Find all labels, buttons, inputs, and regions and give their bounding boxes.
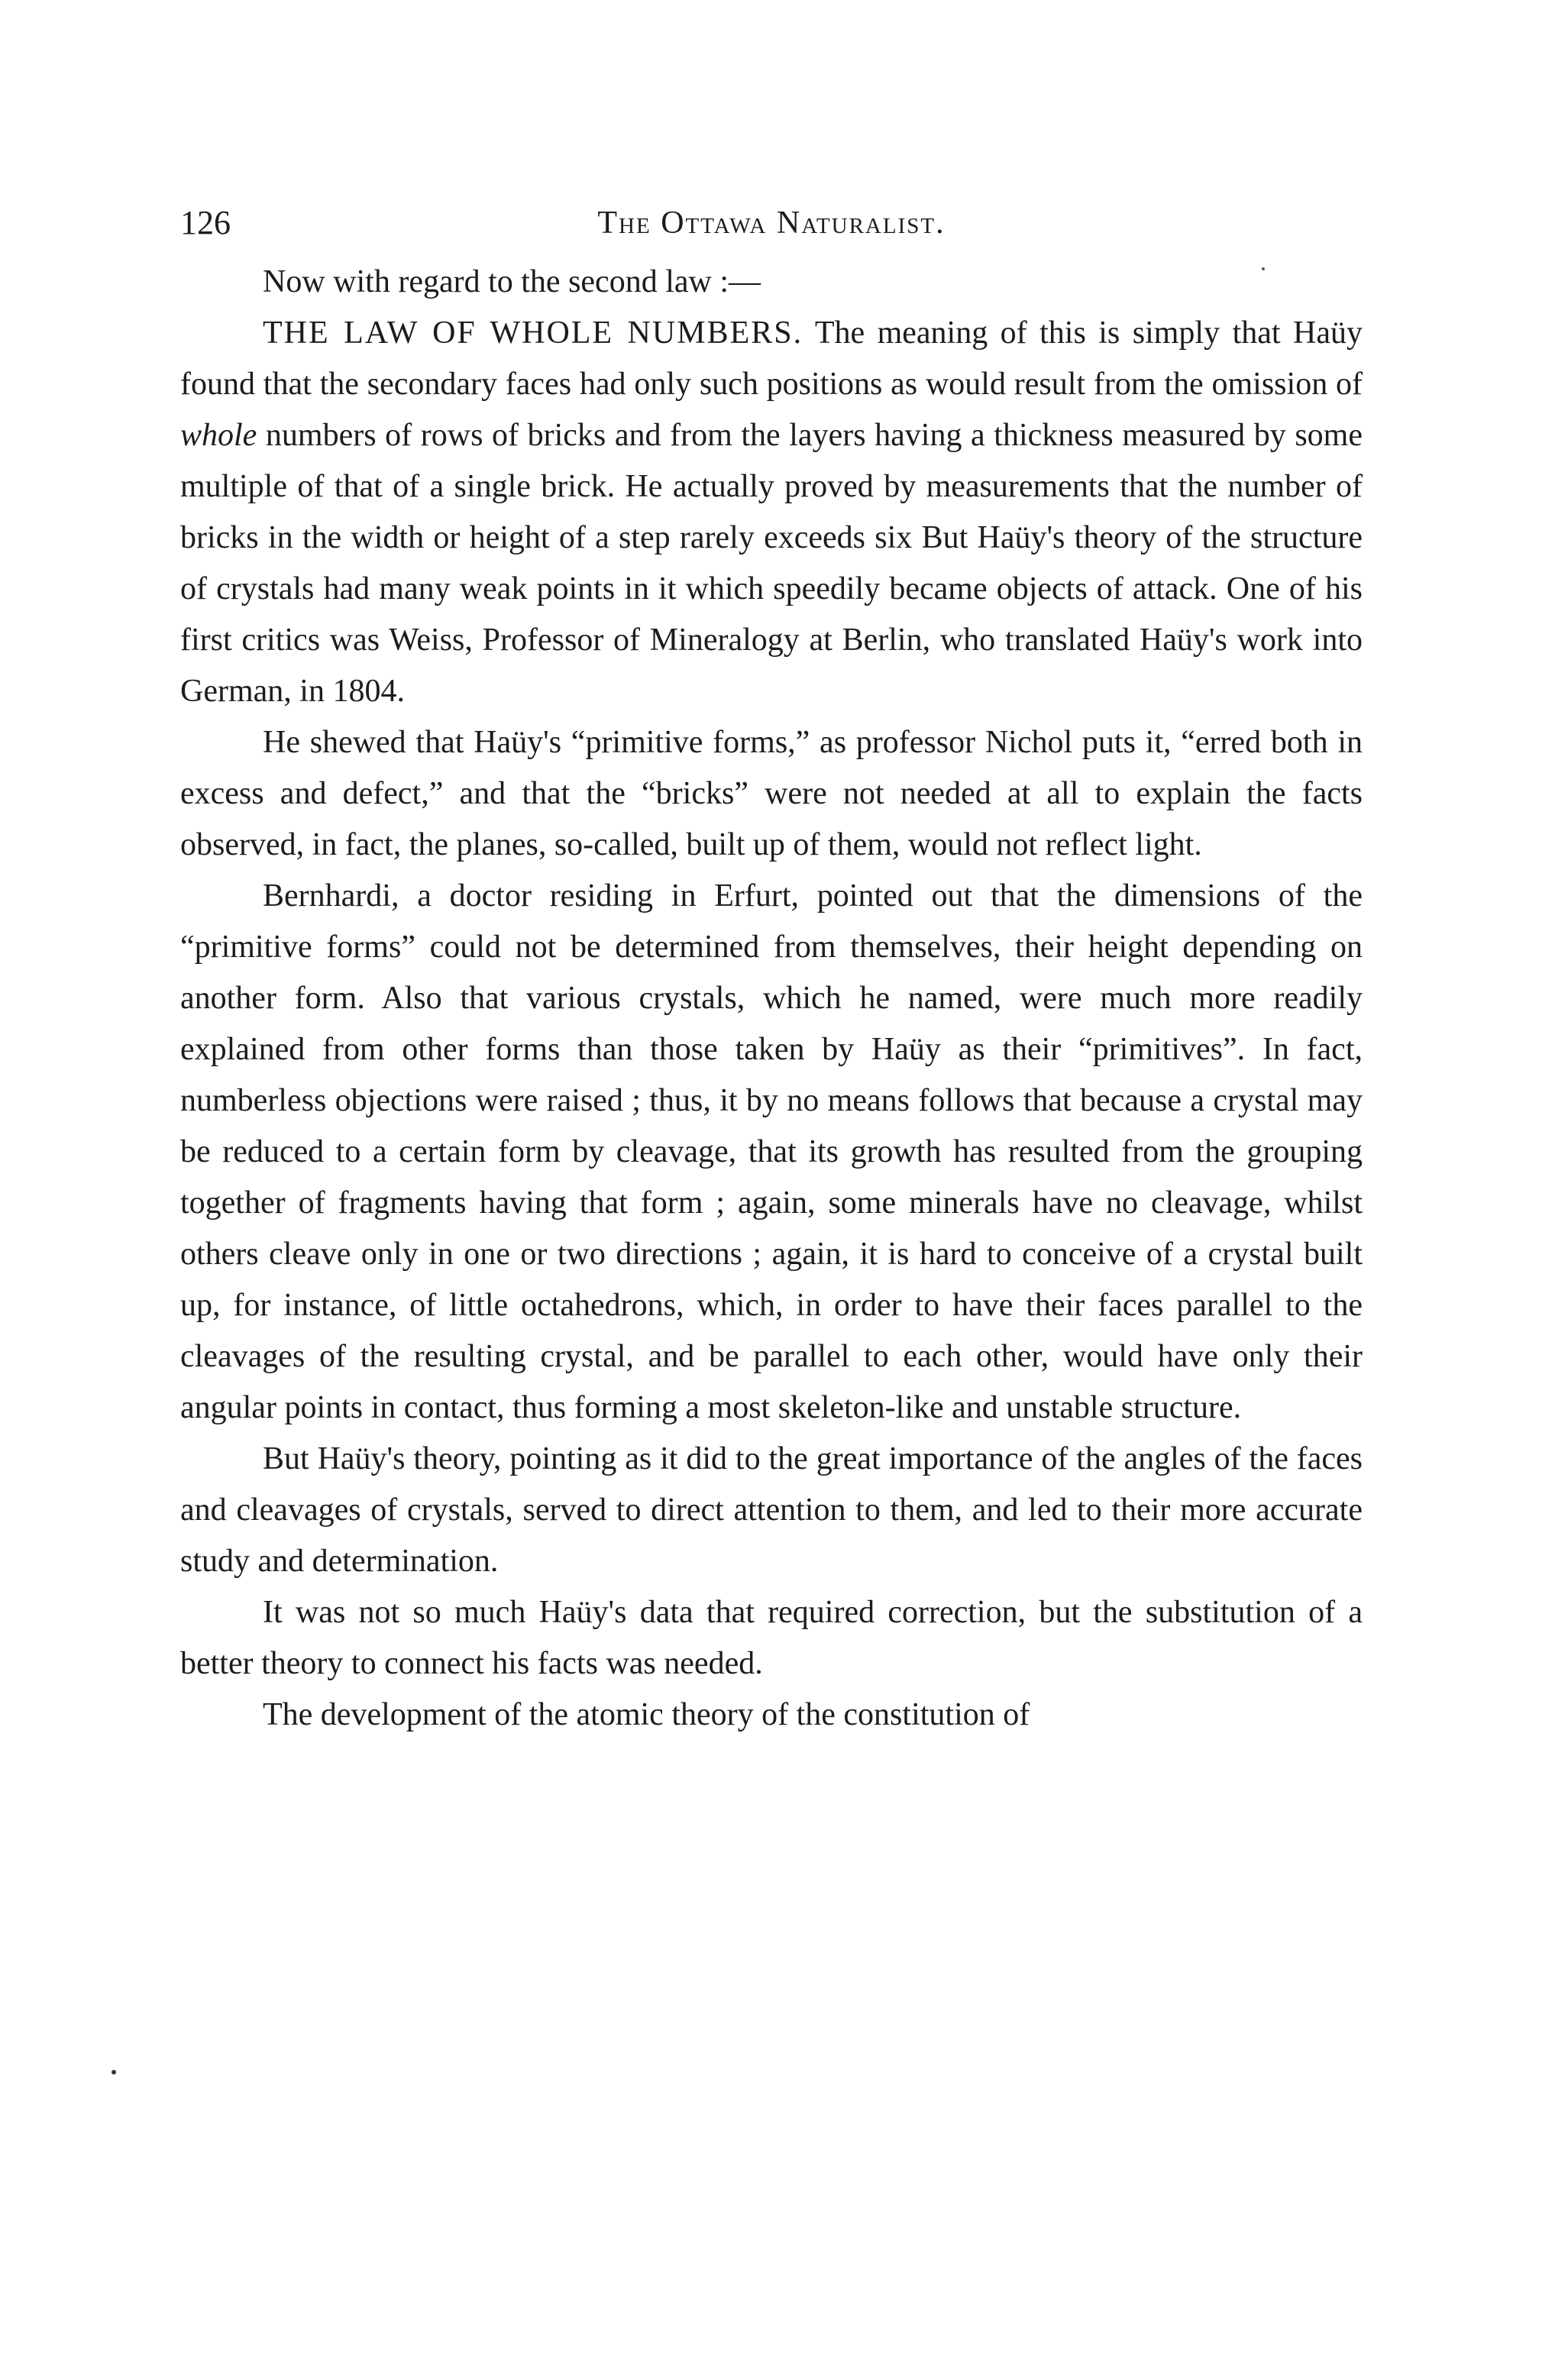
paragraph-2-text-continued: numbers of rows of bricks and from the layers having a thickness measured by some multiple of that of a single brick. He actually proved by measurements that the number of bricks in the width or height of a step rarely exceeds six But Haüy's theory of the structure of crystals had many weak points in it which speedily became objects of attack. One of his first critics was Weiss, Professor of Mineralogy at Berlin, who translated Haüy's work into German, in 1804. (180, 418, 1363, 709)
paragraph-2-text: The meaning of this is simply that Haüy found that the secondary faces had only such positions as would result from the omission of (180, 315, 1363, 402)
paragraph-3 (180, 717, 1363, 871)
paragraph-6 (180, 1587, 1363, 1690)
paragraph-5-text: But Haüy's theory, pointing as it did to the great importance of the angles of the faces and cleavages of crystals, served to direct attention to them, and led to their more accurate study and determination. (180, 1441, 1363, 1579)
paragraph-1 (180, 257, 1363, 308)
page-number: 126 (180, 204, 231, 241)
paragraph-5 (180, 1434, 1363, 1587)
paragraph-2 (180, 308, 1363, 717)
paragraph-4 (180, 871, 1363, 1434)
body-text (180, 257, 1363, 1741)
paragraph-4-text: Bernhardi, a doctor residing in Erfurt, pointed out that the dimensions of the “primitive forms” could not be determined from themselves, their height depending on another form. Also that various crystals, which he named, were much more readily explained from other forms than those taken by Haüy as their “primitives”. In fact, numberless objections were raised ; thus, it by no means follows that because a crystal may be reduced to a certain form by cleavage, that its growth has resulted from the grouping together of fragments having that form ; again, some minerals have no cleavage, whilst others cleave only in one or two directions ; again, it is hard to conceive of a crystal built up, for instance, of little octahedrons, which, in order to have their faces parallel to the cleavages of the resulting crystal, and be parallel to each other, would have only their angular points in contact, thus forming a most skeleton-like and unstable structure. (180, 878, 1363, 1425)
print-speck (112, 2070, 116, 2074)
paragraph-1-text: Now with regard to the second law :— (263, 264, 761, 299)
section-heading: THE LAW OF WHOLE NUMBERS. (263, 315, 803, 351)
paragraph-7-text: The development of the atomic theory of the constitution of (263, 1697, 1030, 1732)
page-header (180, 200, 1363, 246)
paragraph-6-text: It was not so much Haüy's data that required correction, but the substitution of a better theory to connect his facts was needed. (180, 1595, 1363, 1681)
paragraph-7 (180, 1690, 1363, 1741)
running-title: The Ottawa Naturalist. (597, 205, 946, 241)
emphasis-whole: whole (180, 418, 257, 453)
paragraph-3-text: He shewed that Haüy's “primitive forms,” as professor Nichol puts it, “erred both in excess and defect,” and that the “bricks” were not needed at all to explain the facts observed, in fact, the planes, so-called, built up of them, would not reflect light. (180, 725, 1363, 862)
